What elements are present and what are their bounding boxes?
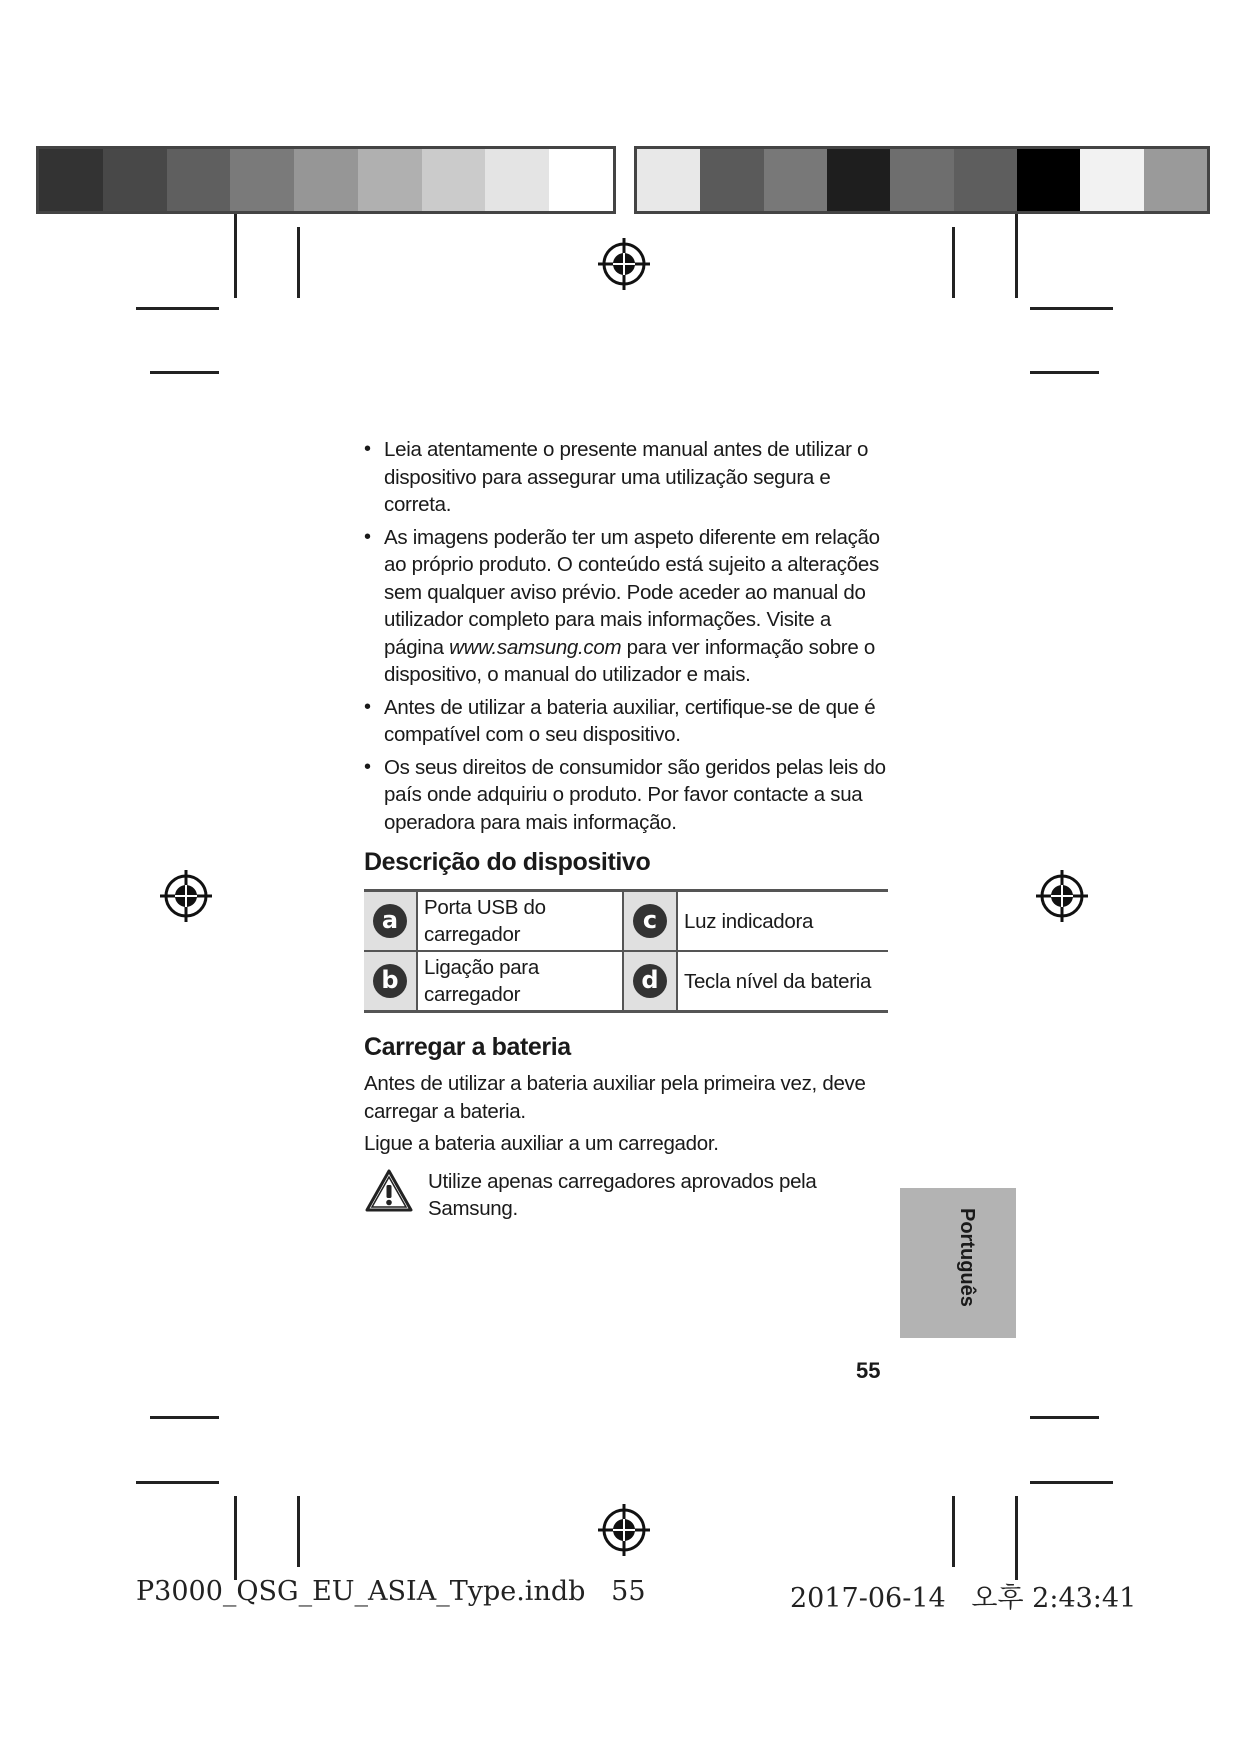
- charge-instruction: Ligue a bateria auxiliar a um carregador.: [364, 1132, 719, 1155]
- color-swatch: [103, 149, 167, 211]
- table-row: [364, 951, 888, 1012]
- notice-item: [364, 436, 892, 519]
- part-letter-a-icon: a: [373, 904, 407, 938]
- color-swatch: [637, 149, 700, 211]
- notice-item: [364, 694, 892, 749]
- part-label: Tecla nível da bateria: [677, 951, 888, 1012]
- crop-mark: [952, 227, 955, 298]
- notice-item: [364, 524, 892, 689]
- part-letter-d-icon: d: [633, 964, 667, 998]
- color-swatch: [294, 149, 358, 211]
- color-swatch: [700, 149, 763, 211]
- crop-mark: [234, 1496, 237, 1580]
- color-swatch: [167, 149, 231, 211]
- color-swatch: [358, 149, 422, 211]
- page-number: 55: [856, 1358, 881, 1383]
- part-label: Luz indicadora: [684, 909, 814, 933]
- notice-text: para ver informação sobre o dispositivo, o manual do utilizador e mais.: [384, 635, 875, 686]
- part-label: Ligação para carregador: [417, 951, 623, 1012]
- color-swatch: [1144, 149, 1207, 211]
- language-tab: [900, 1188, 1016, 1338]
- color-swatch: [1080, 149, 1143, 211]
- part-icon-cell: [364, 951, 417, 1012]
- part-letter-c-icon: c: [633, 904, 667, 938]
- notice-text: Antes de utilizar a bateria auxiliar, certifique-se de que é compatível com o seu dispositivo.: [384, 695, 876, 746]
- registration-mark-icon: [158, 868, 214, 924]
- part-letter-b-icon: b: [373, 964, 407, 998]
- crop-mark: [150, 1416, 219, 1419]
- device-parts-table: [364, 889, 888, 1013]
- color-swatch: [39, 149, 103, 211]
- color-swatch: [954, 149, 1017, 211]
- crop-mark: [1030, 371, 1099, 374]
- print-slug-file: P3000_QSG_EU_ASIA_Type.indb 55: [136, 1576, 646, 1607]
- device-description-heading: Descrição do dispositivo: [364, 848, 651, 876]
- color-calibration-bar-right: [634, 146, 1210, 214]
- part-icon-cell: [623, 951, 677, 1012]
- part-icon-cell: [364, 891, 417, 952]
- color-swatch: [890, 149, 953, 211]
- samsung-website-link[interactable]: www.samsung.com: [449, 635, 622, 659]
- crop-mark: [136, 307, 219, 310]
- part-label: Porta USB do carregador: [417, 891, 623, 952]
- charge-instruction: Antes de utilizar a bateria auxiliar pela primeira vez, deve carregar a bateria.: [364, 1072, 866, 1123]
- color-swatch: [764, 149, 827, 211]
- crop-mark: [1015, 1496, 1018, 1580]
- crop-mark: [1015, 214, 1018, 298]
- color-swatch: [549, 149, 613, 211]
- crop-mark: [234, 214, 237, 298]
- part-icon-cell: [623, 891, 677, 952]
- crop-mark: [150, 371, 219, 374]
- color-swatch: [1017, 149, 1080, 211]
- crop-mark: [1030, 1481, 1113, 1484]
- color-calibration-bar-left: [36, 146, 616, 214]
- notice-text: Leia atentamente o presente manual antes de utilizar o dispositivo para assegurar uma utilização segura e correta.: [384, 438, 869, 516]
- table-row: [364, 891, 888, 952]
- print-slug-date: 2017-06-14 오후 2:43:41: [790, 1583, 1137, 1614]
- registration-mark-icon: [596, 1502, 652, 1558]
- warning-text: Utilize apenas carregadores aprovados pela Samsung.: [428, 1169, 817, 1220]
- notice-text: As imagens poderão ter um aspeto diferente em relação ao próprio produto. O conteúdo está sujeito a alterações sem qualquer aviso prévio. Pode aceder ao manual do utilizador completo para mais informações. Visite a página: [384, 525, 880, 659]
- warning-note: [364, 1168, 892, 1223]
- color-swatch: [230, 149, 294, 211]
- color-swatch: [485, 149, 549, 211]
- charge-battery-heading: Carregar a bateria: [364, 1033, 571, 1061]
- crop-mark: [1030, 1416, 1099, 1419]
- language-tab-label: Português: [956, 1208, 978, 1307]
- crop-mark: [952, 1496, 955, 1567]
- crop-mark: [297, 227, 300, 298]
- notice-text: Os seus direitos de consumidor são geridos pelas leis do país onde adquiriu o produto. Por favor contacte a sua operadora para mais informação.: [384, 755, 886, 834]
- notice-item: [364, 754, 892, 837]
- page-content: [364, 436, 892, 1223]
- color-swatch: [827, 149, 890, 211]
- warning-triangle-icon: [364, 1168, 414, 1214]
- crop-mark: [136, 1481, 219, 1484]
- crop-mark: [1030, 307, 1113, 310]
- crop-mark: [297, 1496, 300, 1567]
- notice-list: [364, 436, 892, 836]
- color-swatch: [422, 149, 486, 211]
- registration-mark-icon: [596, 236, 652, 292]
- registration-mark-icon: [1034, 868, 1090, 924]
